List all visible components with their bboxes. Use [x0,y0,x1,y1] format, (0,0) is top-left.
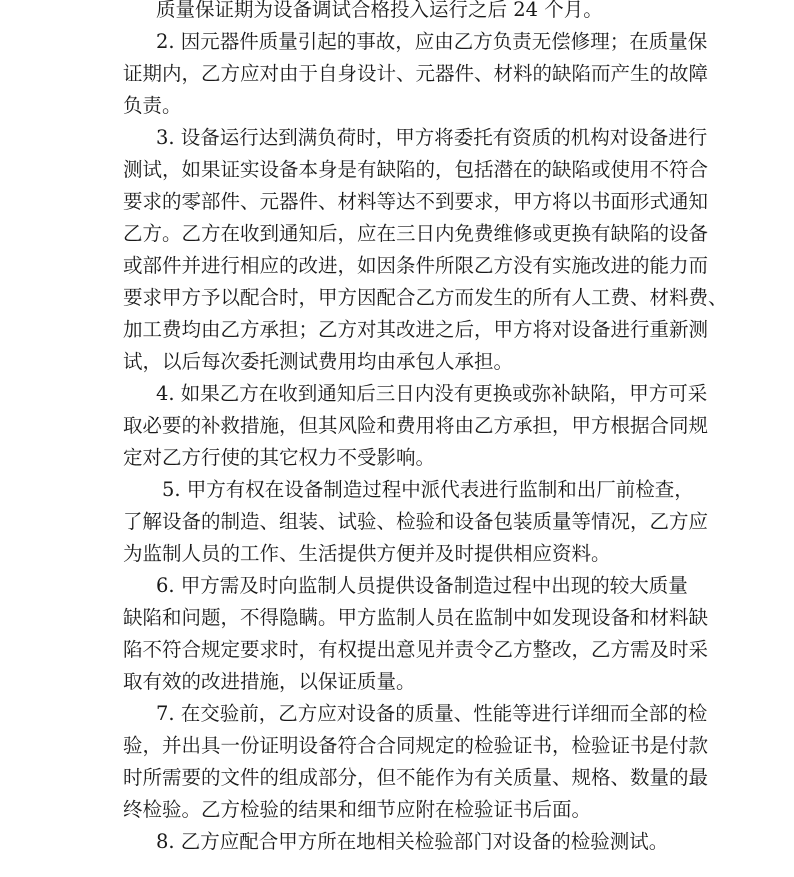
line-text: 验，并出具一份证明设备符合合同规定的检验证书，检验证书是付款 [123,734,709,757]
line-text: 试，以后每次委托测试费用均由承包人承担。 [123,350,514,373]
line-text: 证期内，乙方应对由于自身设计、元器件、材料的缺陷而产生的故障 [123,62,709,85]
line-text: 4. 如果乙方在收到通知后三日内没有更换或弥补缺陷，甲方可采 [156,382,708,405]
text-line [0,88,794,124]
line-text: 为监制人员的工作、生活提供方便并及时提供相应资料。 [123,542,611,565]
line-text: 取必要的补救措施，但其风险和费用将由乙方承担，甲方根据合同规 [123,414,709,437]
text-line [0,344,794,380]
text-line [0,536,794,572]
text-line [0,440,794,476]
line-text: 7. 在交验前，乙方应对设备的质量、性能等进行详细而全部的检 [156,702,708,725]
text-line [0,120,794,156]
text-line [0,792,794,828]
text-line [0,152,794,188]
line-text: 了解设备的制造、组装、试验、检验和设备包装质量等情况，乙方应 [123,510,709,533]
line-text: 加工费均由乙方承担；乙方对其改进之后，甲方将对设备进行重新测 [123,318,709,341]
line-text: 乙方。乙方在收到通知后，应在三日内免费维修或更换有缺陷的设备 [123,222,709,245]
text-line [0,696,794,732]
text-line [0,376,794,412]
line-text: 取有效的改进措施，以保证质量。 [123,670,416,693]
text-line [0,312,794,348]
text-line [0,664,794,700]
line-text: 时所需要的文件的组成部分，但不能作为有关质量、规格、数量的最 [123,766,709,789]
line-text: 缺陷和问题，不得隐瞒。甲方监制人员在监制中如发现设备和材料缺 [123,606,709,629]
text-line [0,216,794,252]
text-line [0,632,794,668]
text-line [0,280,794,316]
text-line [0,408,794,444]
text-line [0,472,794,508]
text-line [0,184,794,220]
line-text: 2. 因元器件质量引起的事故，应由乙方负责无偿修理；在质量保 [156,30,708,53]
line-text: 6. 甲方需及时向监制人员提供设备制造过程中出现的较大质量 [156,574,688,597]
text-line [0,248,794,284]
text-line [0,24,794,60]
line-text: 5. 甲方有权在设备制造过程中派代表进行监制和出厂前检查， [162,478,694,501]
line-text: 3. 设备运行达到满负荷时，甲方将委托有资质的机构对设备进行 [156,126,708,149]
text-line [0,600,794,636]
line-text: 要求甲方予以配合时，甲方因配合乙方而发生的所有人工费、材料费、 [123,286,728,309]
line-text: 陷不符合规定要求时，有权提出意见并责令乙方整改，乙方需及时采 [123,638,709,661]
text-line [0,824,794,860]
text-line [0,760,794,796]
line-text: 要求的零部件、元器件、材料等达不到要求，甲方将以书面形式通知 [123,190,709,213]
text-line [0,728,794,764]
text-line [0,568,794,604]
line-text: 质量保证期为设备调试合格投入运行之后 24 个月。 [156,0,603,21]
text-line [0,504,794,540]
line-text: 定对乙方行使的其它权力不受影响。 [123,446,436,469]
line-text: 负责。 [123,94,182,117]
text-line [0,56,794,92]
line-text: 终检验。乙方检验的结果和细节应附在检验证书后面。 [123,798,592,821]
line-text: 测试，如果证实设备本身是有缺陷的，包括潜在的缺陷或使用不符合 [123,158,709,181]
line-text: 8. 乙方应配合甲方所在地相关检验部门对设备的检验测试。 [156,830,669,853]
line-text: 或部件并进行相应的改进，如因条件所限乙方没有实施改进的能力而 [123,254,709,277]
